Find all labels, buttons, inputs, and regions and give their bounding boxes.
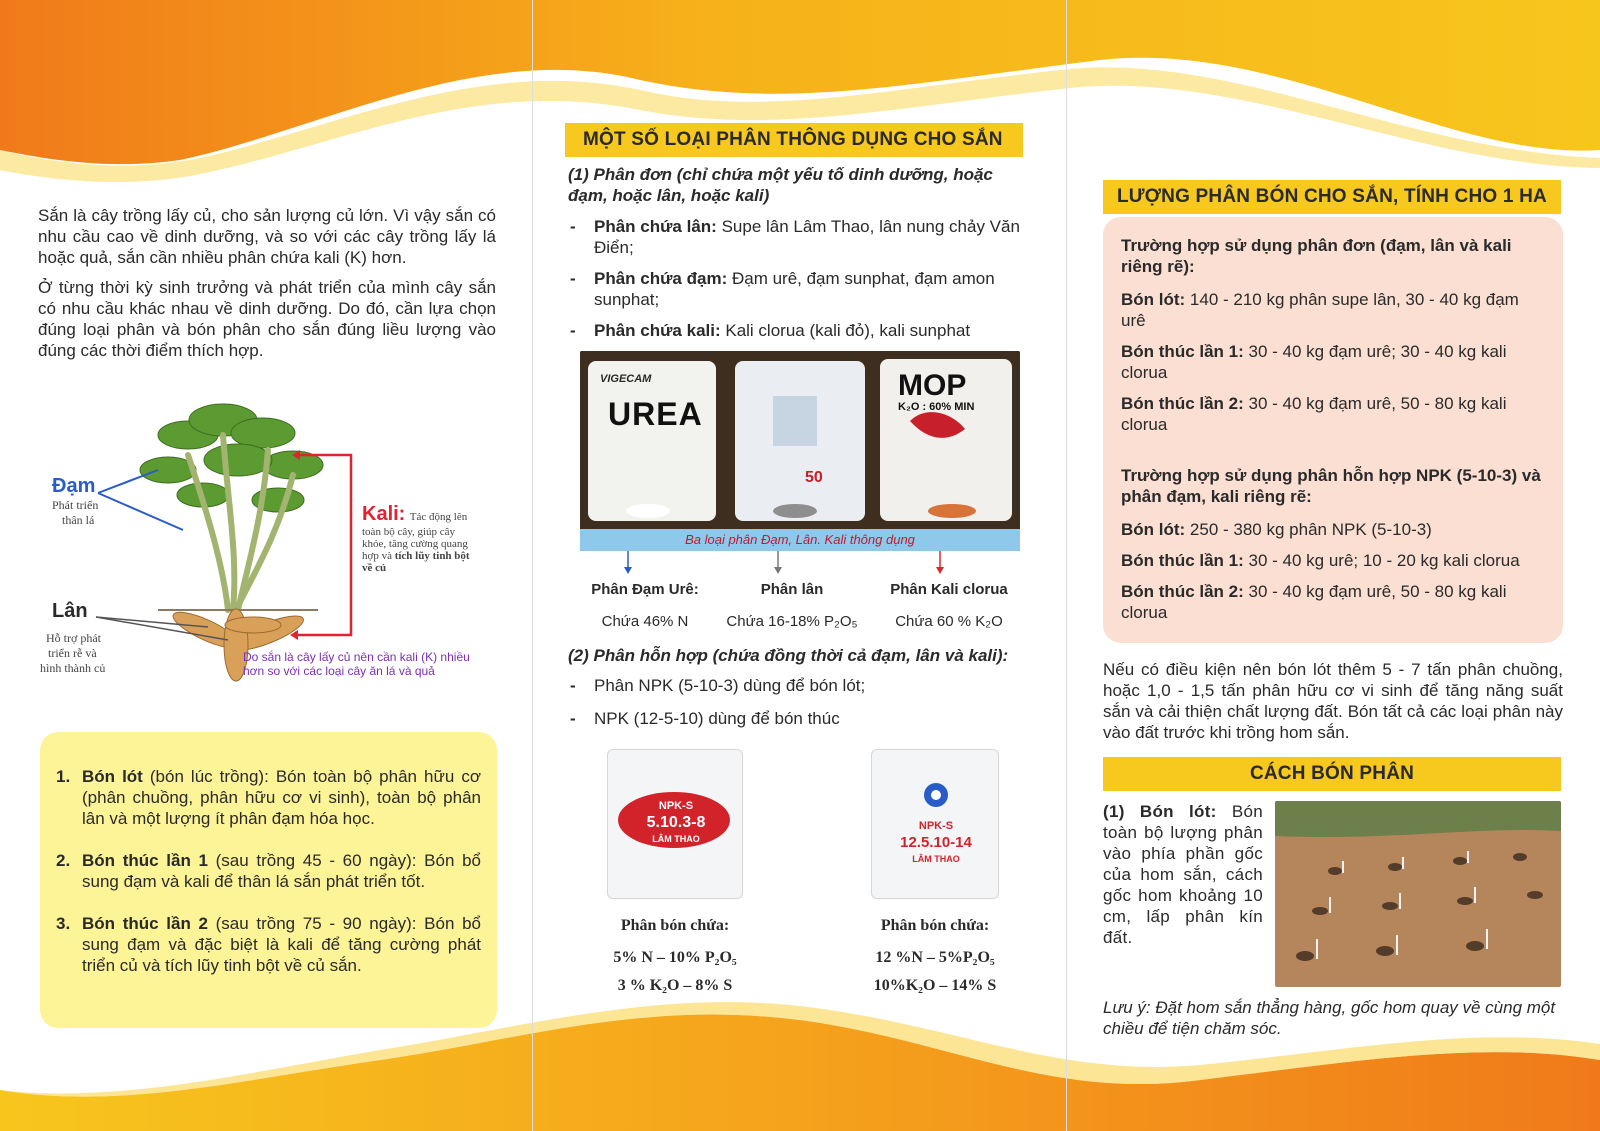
npk-bags [568, 749, 1028, 995]
diagram-note [243, 650, 470, 678]
npk-bag-image [607, 749, 743, 899]
npk-bag-type: NPK-S [918, 820, 954, 832]
dam-label [52, 475, 98, 528]
list-item: - NPK (12-5-10) dùng để bón thúc [568, 708, 1028, 729]
photo-caption: Ba loại phân Đạm, Lân. Kali thông dụng [580, 529, 1020, 551]
kali-desc: hợp và [362, 550, 395, 562]
dosage-value: 140 - 210 kg phân supe lân, 30 - 40 kg đạm urê [1121, 290, 1519, 330]
stage-item [56, 850, 481, 892]
npk-bag-topdress [860, 749, 1010, 995]
list-item [568, 320, 1028, 341]
dam-desc: thân lá [62, 513, 95, 527]
single-fertilizer-title: (1) Phân đơn (chỉ chứa một yếu tố dinh dưỡng, hoặc đạm, hoặc lân, hoặc kali) [568, 165, 993, 205]
bag-weight: 50 [805, 469, 823, 486]
dosage-label: Bón lót: [1121, 520, 1186, 539]
intro-paragraph: Sắn là cây trồng lấy củ, cho sản lượng củ lớn. Vì vậy sắn có nhu cầu cao về dinh dưỡng, và so với các cây trồng lấy lá hoặc quả, sắn cần nhiều phân chứa kali (K) hơn. [38, 206, 496, 267]
dosage-value: 30 - 40 kg đạm urê; 30 - 40 kg kali clorua [1121, 342, 1507, 382]
dosage-label: Bón lót: [1121, 290, 1186, 309]
kali-desc: khỏe, tăng cường quang [362, 538, 468, 550]
method-desc: Bón toàn bộ lượng phân vào phía phần gốc của hom sắn, cách gốc hom khoảng 10 cm, lấp phân kín đất. [1103, 802, 1263, 947]
bag-label-urea [580, 581, 710, 630]
npk-line: 10%K₂O – 14% S [873, 977, 997, 994]
dosage-line [1121, 341, 1545, 383]
list-item [568, 268, 1028, 310]
bag-name: UREA [608, 396, 703, 432]
npk-line: 12 %N – 5%P₂O₅ [875, 949, 995, 966]
item-text: Supe lân Lâm Thao, lân nung chảy Văn Điển; [594, 217, 1020, 257]
npk-line: 5% N – 10% P₂O₅ [613, 949, 737, 966]
bag-label-kali [874, 581, 1024, 630]
bag-label-lan [722, 581, 862, 630]
diagram-note-line: Do sắn là cây lấy củ nên cần kali (K) nhiều [243, 650, 470, 664]
mixed-fertilizer-list [568, 675, 1028, 729]
kali-desc: Tác động lên [409, 511, 468, 523]
dosage-box [1103, 217, 1563, 643]
method-heading: CÁCH BÓN PHÂN [1103, 757, 1561, 791]
list-item: - Phân NPK (5-10-3) dùng để bón lót; [568, 675, 1028, 696]
dosage-line [1121, 550, 1545, 571]
list-item [568, 216, 1028, 258]
stage-desc: (sau trồng 75 - 90 ngày): Bón bổ sung đạm và đặc biệt là kali để tăng cường phát triển củ và tích lũy tinh bột về củ sắn. [82, 914, 481, 975]
stage-item [56, 913, 481, 976]
bag-label-content: Chứa 46% N [601, 613, 689, 630]
dosage-label: Bón thúc lần 2: [1121, 582, 1244, 601]
field-photo [1275, 801, 1561, 987]
npk-bag-logo [902, 780, 970, 810]
lan-label [40, 600, 106, 676]
case-title: Trường hợp sử dụng phân đơn (đạm, lân và kali riêng rẽ): [1121, 236, 1512, 276]
bag-label-name: Phân Đạm Urê: [591, 581, 699, 598]
stage-number: 2. [56, 851, 71, 870]
lan-desc: Hỗ trợ phát [46, 631, 102, 645]
method-text [1103, 801, 1263, 987]
stage-item [56, 766, 481, 829]
mixed-fertilizer-title: (2) Phân hỗn hợp (chứa đồng thời cả đạm, lân và kali): [568, 646, 1009, 665]
bag-label-name: Phân Kali clorua [890, 581, 1008, 598]
dosage-line [1121, 393, 1545, 435]
cassava-nutrient-diagram [38, 395, 508, 705]
middle-panel [568, 123, 1028, 995]
npk-bag-image [871, 749, 999, 899]
npk-bag-brand: LÂM THAO [912, 854, 960, 864]
fertilizing-stages-box [40, 732, 497, 1028]
section-heading: MỘT SỐ LOẠI PHÂN THÔNG DỤNG CHO SẮN [565, 123, 1023, 157]
bag-brand: VIGECAM [600, 373, 652, 385]
bag-label-content: Chứa 60 % K₂O [895, 613, 1003, 630]
item-label: Phân chứa lân: [594, 217, 717, 236]
kali-label [362, 503, 512, 574]
npk-heading: Phân bón chứa: [620, 917, 730, 934]
dam-title: Đạm [52, 475, 96, 497]
method-label: (1) Bón lót: [1103, 802, 1217, 821]
dam-desc: Phát triển [52, 498, 99, 512]
item-label: Phân chứa kali: [594, 321, 721, 340]
stage-desc: (bón lúc trồng): Bón toàn bộ phân hữu cơ (phân chuồng, phân hữu cơ vi sinh), toàn bộ phân lân và một lượng ít phân đạm hóa học. [82, 767, 481, 828]
stage-number: 1. [56, 767, 71, 786]
kali-desc: về củ [362, 562, 387, 574]
stage-title: Bón lót [82, 767, 143, 786]
npk-bag-formula: 12.5.10-14 [900, 834, 972, 851]
dosage-value: 30 - 40 kg đạm urê, 50 - 80 kg kali clorua [1121, 394, 1507, 434]
method-note: Lưu ý: Đặt hom sắn thẳng hàng, gốc hom quay về cùng một chiều để tiện chăm sóc. [1103, 998, 1556, 1038]
npk-heading: Phân bón chứa: [880, 917, 990, 934]
fold-line [532, 0, 533, 1131]
dosage-line [1121, 519, 1545, 540]
stage-desc: (sau trồng 45 - 60 ngày): Bón bổ sung đạm và kali để thân lá sắn phát triển tốt. [82, 851, 481, 891]
dosage-value: 30 - 40 kg đạm urê, 50 - 80 kg kali clorua [1121, 582, 1507, 622]
bag-label-name: Phân lân [760, 581, 824, 598]
organic-note: Nếu có điều kiện nên bón lót thêm 5 - 7 tấn phân chuồng, hoặc 1,0 - 1,5 tấn phân hữu cơ vi sinh để tăng năng suất sắn và cải thiện chất lượng đất. Bón tất cả các loại phân này vào đất trước khi trồng hom sắn. [1103, 660, 1563, 742]
dosage-line [1121, 581, 1545, 623]
section-heading: LƯỢNG PHÂN BÓN CHO SẮN, TÍNH CHO 1 HA [1103, 180, 1561, 214]
item-text: Đạm urê, đạm sunphat, đạm amon sunphat; [594, 269, 995, 309]
right-panel [1103, 180, 1563, 1039]
bag-spec: K₂O : 60% MIN [898, 401, 975, 413]
npk-bag-brand: LÂM THAO [652, 834, 700, 844]
stage-title: Bón thúc lần 2 [82, 914, 208, 933]
dosage-value: 250 - 380 kg phân NPK (5-10-3) [1185, 520, 1432, 539]
dosage-line [1121, 289, 1545, 331]
stage-title: Bón thúc lần 1 [82, 851, 208, 870]
npk-bag-type: NPK-S [658, 800, 694, 812]
single-fertilizer-list [568, 216, 1028, 341]
lamthao-logo-icon [902, 780, 970, 810]
npk-bag-basal [600, 749, 750, 995]
lan-desc: triển rễ và [48, 646, 97, 660]
dosage-label: Bón thúc lần 1: [1121, 551, 1244, 570]
intro-paragraph: Ở từng thời kỳ sinh trưởng và phát triển của mình cây sắn có nhu cầu khác nhau về dinh dưỡng. Do đó, cần lựa chọn đúng loại phân và bón phân cho sắn đúng liều lượng vào đúng các thời điểm thích hợp. [38, 278, 496, 360]
kali-title: Kali: [362, 503, 406, 525]
bag-label-content: Chứa 16-18% P₂O₅ [726, 613, 858, 630]
npk-bag-formula: 5.10.3-8 [646, 814, 706, 831]
dosage-value: 30 - 40 kg urê; 10 - 20 kg kali clorua [1243, 551, 1520, 570]
diagram-note-line: hơn so với các loại cây ăn lá và quả [243, 664, 435, 678]
kali-desc: toàn bộ cây, giúp cây [362, 526, 456, 538]
npk-line: 3 % K₂O – 8% S [617, 977, 733, 994]
item-text: Kali clorua (kali đỏ), kali sunphat [720, 321, 971, 340]
dosage-label: Bón thúc lần 1: [1121, 342, 1244, 361]
kali-desc-line [362, 550, 512, 562]
left-panel [38, 205, 496, 370]
lan-desc: hình thành củ [40, 661, 106, 675]
stage-number: 3. [56, 914, 71, 933]
fold-line [1066, 0, 1067, 1131]
item-label: Phân chứa đạm: [594, 269, 728, 288]
kali-desc-bold: tích lũy tinh bột [394, 550, 470, 562]
case-title: Trường hợp sử dụng phân hỗn hợp NPK (5-10-3) và phân đạm, kali riêng rẽ: [1121, 466, 1541, 506]
fertilizer-bags-photo [580, 351, 1020, 551]
planted-field-illustration [1275, 801, 1561, 987]
method-section [1103, 801, 1563, 987]
dosage-label: Bón thúc lần 2: [1121, 394, 1244, 413]
bag-name: MOP [898, 369, 967, 402]
lan-title: Lân [52, 600, 88, 622]
bag-labels [568, 581, 1028, 630]
